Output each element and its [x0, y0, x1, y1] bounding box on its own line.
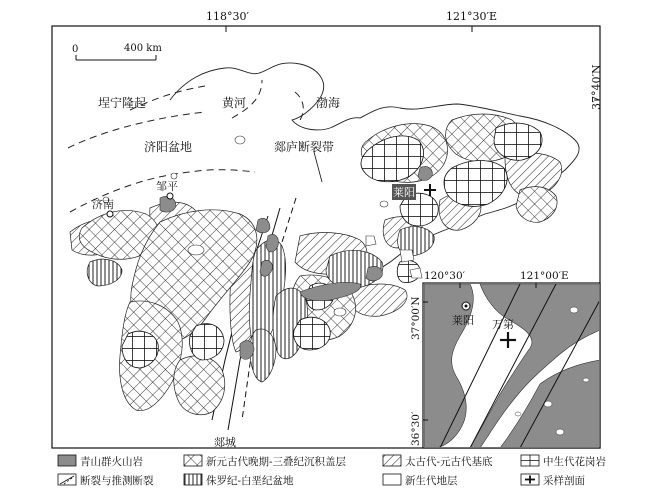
legend-label-neoproterozoic: 新元古代晚期-三叠纪沉积盖层: [206, 456, 347, 468]
legend-label-sample: 采样剖面: [543, 475, 585, 487]
legend-label-faults: 断裂与推测断裂: [80, 475, 154, 487]
longitude-label-121: 121°30′E: [446, 10, 498, 23]
scale-zero: 0: [72, 44, 79, 55]
place-label-zouping: 邹平: [156, 180, 178, 193]
legend-label-archean: 太古代-元古代基底: [405, 456, 493, 468]
scale-distance: 400 km: [124, 43, 162, 54]
legend-label-jurassic: 侏罗纪-白垩纪盆地: [206, 475, 294, 487]
inset-lon-121: 121°00′E: [520, 270, 569, 282]
inset-label-laiyang: 莱阳: [452, 314, 474, 327]
inset-lat-37: 37°00′N: [410, 296, 422, 340]
place-label-yellow-river: 黄河: [222, 96, 247, 110]
place-label-laiyang: 莱阳: [393, 186, 415, 199]
place-label-chengning: 埕宁隆起: [98, 96, 147, 110]
inset-lat-36-30: 36°30′: [410, 411, 422, 446]
place-label-bohai: 渤海: [316, 96, 341, 110]
latitude-label-37-40: 37°40′N: [590, 64, 603, 110]
legend-label-cenozoic: 新生代地层: [405, 475, 458, 487]
longitude-label-118: 118°30′: [206, 10, 249, 23]
place-label-tancheng: 郯城: [214, 436, 236, 449]
inset-label-wandi: 万第: [492, 318, 514, 331]
legend-label-qingshan: 青山群火山岩: [80, 456, 143, 468]
inset-lon-120-30: 120°30′: [424, 270, 466, 282]
place-label-jiyang: 济阳盆地: [144, 140, 193, 154]
legend-label-granite: 中生代花岗岩: [543, 456, 606, 468]
place-label-jinan: 济南: [92, 198, 114, 211]
place-label-tanlu: 郯庐断裂带: [274, 140, 335, 154]
